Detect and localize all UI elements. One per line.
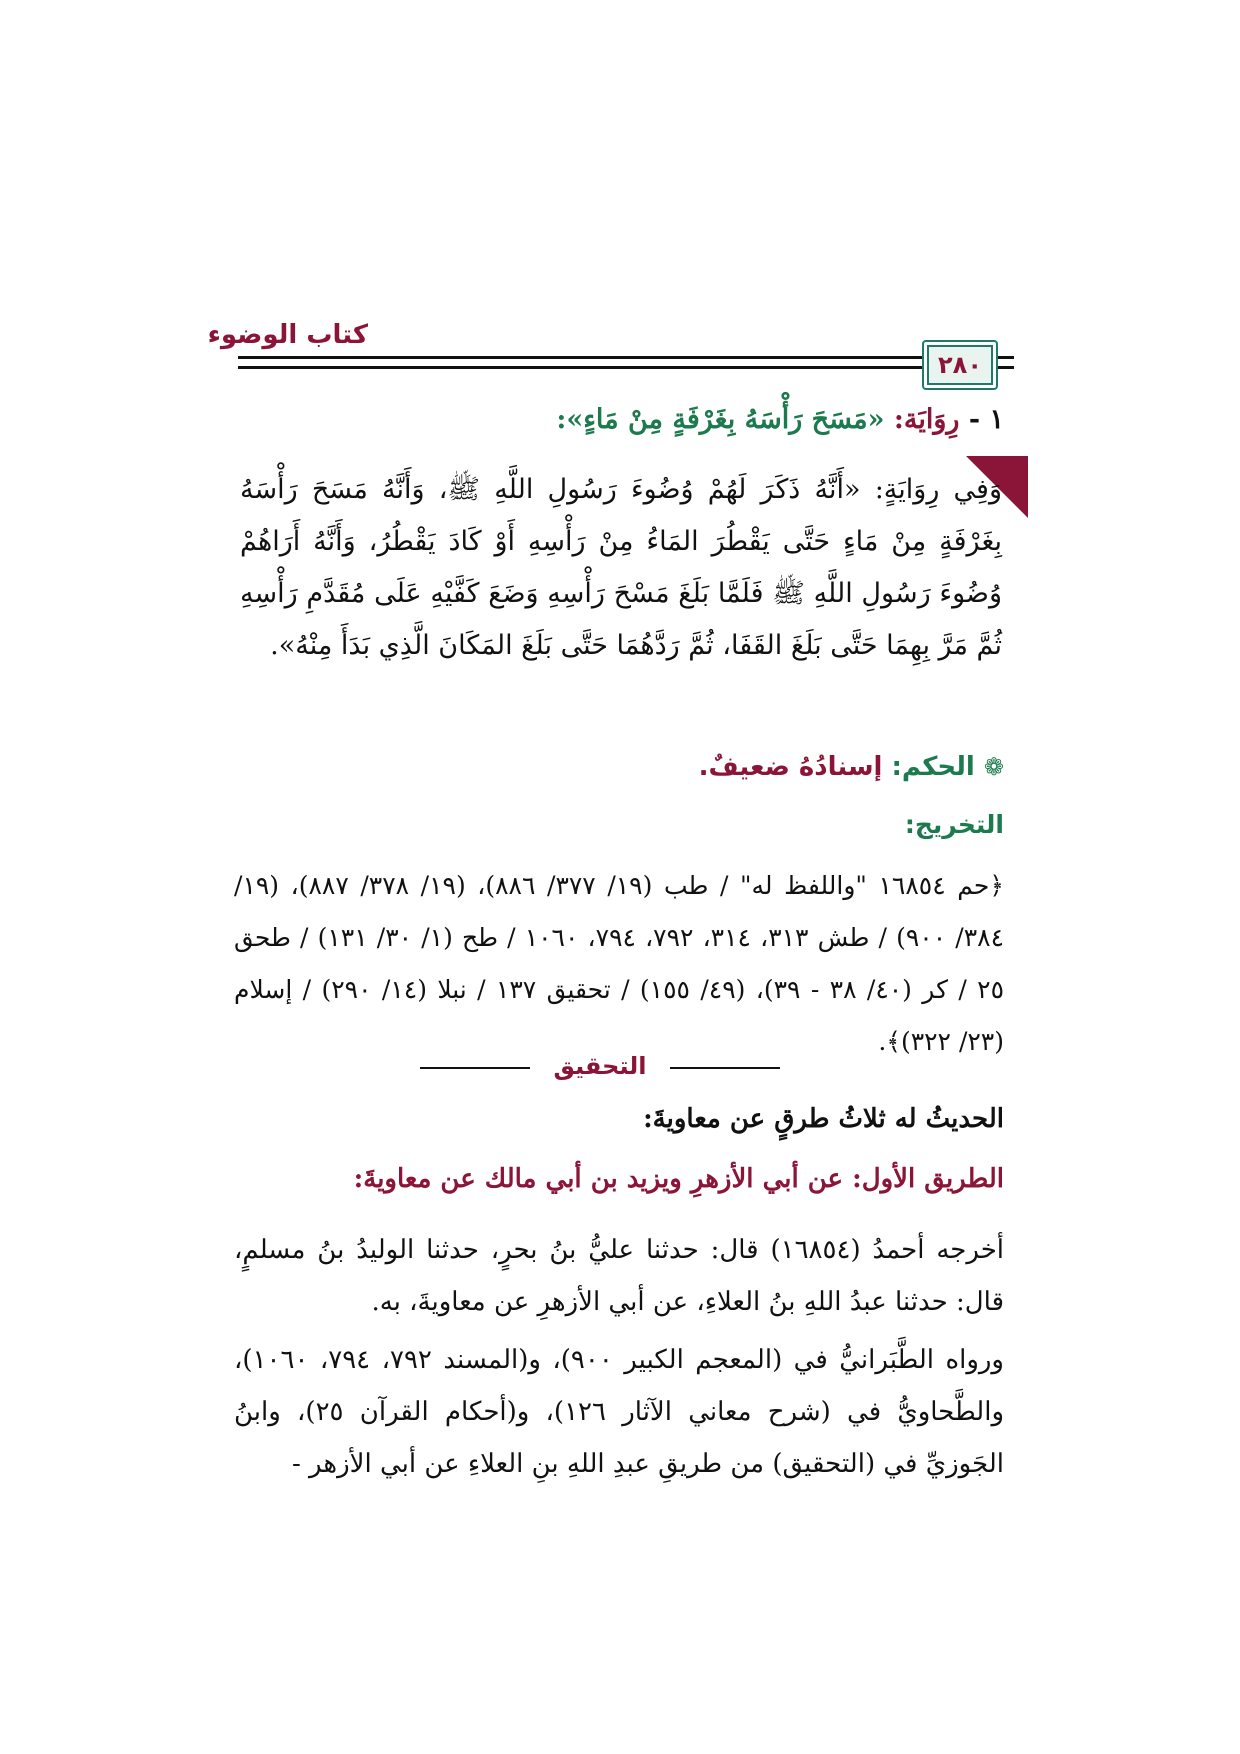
running-head: كتاب الوضوء: [207, 320, 368, 350]
section-divider: [420, 1052, 780, 1082]
section-label: رِوَايَة:: [893, 404, 960, 435]
analysis-intro: الحديثُ له ثلاثُ طرقٍ عن معاويةَ:: [643, 1104, 1004, 1134]
section-quote: «مَسَحَ رَأْسَهُ بِغَرْفَةٍ مِنْ مَاءٍ»:: [556, 404, 885, 435]
route-1-title: الطريق الأول: عن أبي الأزهرِ ويزيد بن أبي مالك عن معاويةَ:: [353, 1164, 1004, 1194]
flower-icon: ❁: [983, 753, 1004, 781]
section-heading: [224, 404, 1004, 435]
page-number-box: [922, 340, 998, 390]
page-number: ٢٨٠: [938, 351, 982, 379]
divider-label: التحقيق: [553, 1052, 647, 1080]
header-rule-stub-bottom: [1000, 366, 1014, 369]
header-rule-top: [238, 356, 1000, 359]
header-rule-bottom: [238, 366, 1000, 369]
analysis-paragraph-1: أخرجه أحمدُ (١٦٨٥٤) قال: حدثنا عليُّ بنُ بحرٍ، حدثنا الوليدُ بنُ مسلمٍ، قال: حدثنا عبدُ اللهِ بنُ العلاءِ، عن أبي الأزهرِ عن معاويةَ، به.: [234, 1235, 1004, 1317]
divider-line-left: [420, 1067, 530, 1069]
takhrij-heading: التخريج:: [904, 810, 1004, 839]
verdict-value: إسنادُهُ ضعيفٌ.: [698, 752, 883, 782]
header-rule-stub-top: [1000, 356, 1014, 359]
divider-line-right: [670, 1067, 780, 1069]
takhrij-text: ﴿حم ١٦٨٥٤ "واللفظ له" / طب (١٩/ ٣٧٧/ ٨٨٦)، (١٩/ ٣٧٨/ ٨٨٧)، (١٩/ ٣٨٤/ ٩٠٠) / طش ٣١٣، ٣١٤، ٧٩٢، ٧٩٤، ١٠٦٠ / طح (١/ ٣٠/ ١٣١) / طحق ٢٥ / كر (٤٠/ ٣٨ - ٣٩)، (٤٩/ ١٥٥) / تحقيق ١٣٧ / نبلا (١٤/ ٢٩٠) / إسلام (٢٣/ ٣٢٢)﴾.: [234, 871, 1005, 1056]
analysis-paragraph-2: ورواه الطَّبَرانيُّ في (المعجم الكبير ٩٠٠)، و(المسند ٧٩٢، ٧٩٤، ١٠٦٠)، والطَّحاويُّ في (شرح معاني الآثار ١٢٦)، و(أحكام القرآن ٢٥)، وابنُ الجَوزيِّ في (التحقيق) من طريقِ عبدِ اللهِ بنِ العلاءِ عن أبي الأزهر -: [234, 1345, 1004, 1479]
narration-text: وَفِي رِوَايَةٍ: «أَنَّهُ ذَكَرَ لَهُمْ وُضُوءَ رَسُولِ اللَّهِ ﷺ، وَأَنَّهُ مَسَحَ رَأْسَهُ بِغَرْفَةٍ مِنْ مَاءٍ حَتَّى يَقْطُرَ المَاءُ مِنْ رَأْسِهِ أَوْ كَادَ يَقْطُرُ، وَأَنَّهُ أَرَاهُمْ وُضُوءَ رَسُولِ اللَّهِ ﷺ فَلَمَّا بَلَغَ مَسْحَ رَأْسِهِ وَضَعَ كَفَّيْهِ عَلَى مُقَدَّمِ رَأْسِهِ ثُمَّ مَرَّ بِهِمَا حَتَّى بَلَغَ القَفَا، ثُمَّ رَدَّهُمَا حَتَّى بَلَغَ المَكَانَ الَّذِي بَدَأَ مِنْهُ».: [240, 474, 1002, 661]
narration-box: [232, 456, 1022, 718]
section-number: ١ -: [968, 404, 1004, 435]
verdict-label: الحكم:: [891, 752, 975, 782]
verdict-line: [224, 752, 1004, 782]
